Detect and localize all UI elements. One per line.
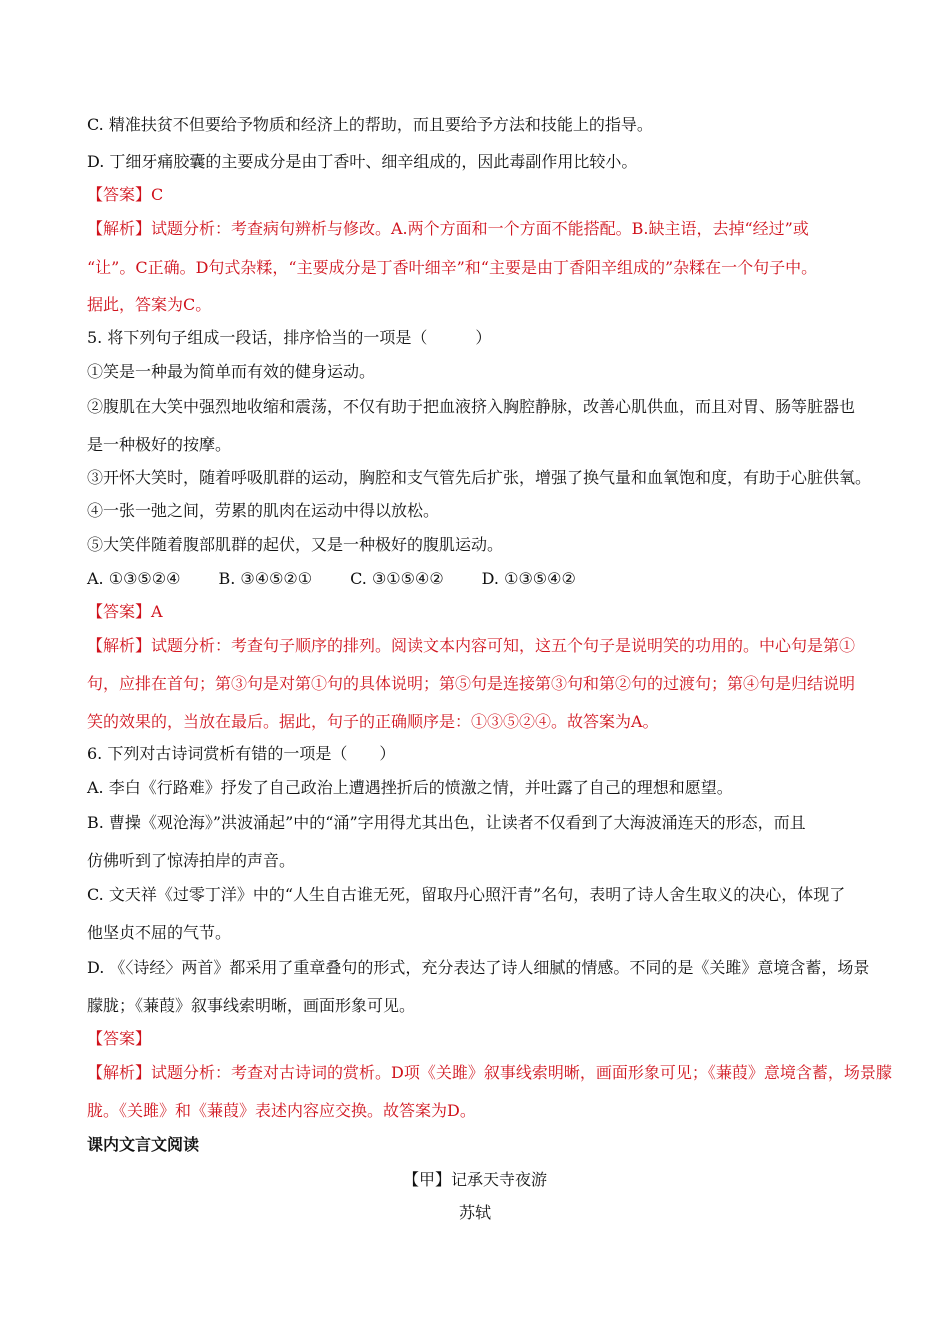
q5-option-c: C. ③①⑤④② [350,569,444,588]
q4-answer: 【答案】C [87,185,164,204]
q6-line: C. 文天祥《过零丁洋》中的“人生自古谁无死，留取丹心照汗青”名句，表明了诗人舍生取义的决心，体现了 [87,885,846,904]
q5-analysis-line: 句，应排在首句；第③句是对第①句的具体说明；第⑤句是连接第③句和第②句的过渡句；第④句是归结说明 [87,674,856,693]
q6-question: 6. 下列对古诗词赏析有错的一项是（ ） [87,744,396,763]
q6-analysis-line: 【解析】试题分析：考查对古诗词的赏析。D项《关雎》叙事线索明晰，画面形象可见；《蒹葭》意境含蓄，场景朦 [87,1063,892,1082]
q6-line: 他坚贞不屈的气节。 [87,923,232,942]
q6-line: D. 《〈诗经〉两首》都采用了重章叠句的形式，充分表达了诗人细腻的情感。不同的是《关雎》意境含蓄，场景 [87,958,870,977]
q5-sentence: ③开怀大笑时，随着呼吸肌群的运动，胸腔和支气管先后扩张，增强了换气量和血氧饱和度，有助于心脏供氧。 [87,468,872,487]
q4-analysis-line: “让”。C正确。D句式杂糅，“主要成分是丁香叶细辛”和“主要是由丁香阳辛组成的”杂糅在一个句子中。 [87,258,818,277]
q5-analysis-line: 【解析】试题分析：考查句子顺序的排列。阅读文本内容可知，这五个句子是说明笑的功用的。中心句是第① [87,636,856,655]
q4-option-d: D. 丁细牙痛胶囊的主要成分是由丁香叶、细辛组成的，因此毒副作用比较小。 [87,152,638,171]
q6-line: 朦胧；《蒹葭》叙事线索明晰，画面形象可见。 [87,996,416,1015]
q5-options [87,568,870,590]
passage-title: 【甲】记承天寺夜游 [402,1170,547,1189]
q6-analysis-line: 胧。《关雎》和《蒹葭》表述内容应交换。故答案为D。 [87,1101,476,1120]
section-heading: 课内文言文阅读 [87,1135,200,1154]
q5-sentence: 是一种极好的按摩。 [87,435,232,454]
q6-line: A. 李白《行路难》抒发了自己政治上遭遇挫折后的愤激之情，并吐露了自己的理想和愿望。 [87,778,733,797]
passage-author: 苏轼 [458,1203,491,1222]
q5-sentence: ④一张一弛之间，劳累的肌肉在运动中得以放松。 [87,501,440,520]
q4-analysis-line: 据此，答案为C。 [87,295,212,314]
q5-sentence: ⑤大笑伴随着腹部肌群的起伏，又是一种极好的腹肌运动。 [87,535,504,554]
q4-analysis-line: 【解析】试题分析：考查病句辨析与修改。A.两个方面和一个方面不能搭配。B.缺主语，去掉“经过”或 [87,219,809,238]
q5-question: 5. 将下列句子组成一段话，排序恰当的一项是（ ） [87,328,492,347]
q4-option-c: C. 精准扶贫不但要给予物质和经济上的帮助，而且要给予方法和技能上的指导。 [87,115,653,134]
q5-analysis-line: 笑的效果的，当放在最后。据此，句子的正确顺序是：①③⑤②④。故答案为A。 [87,712,659,731]
q5-sentence: ①笑是一种最为简单而有效的健身运动。 [87,362,376,381]
q6-line: 仿佛听到了惊涛拍岸的声音。 [87,851,296,870]
q5-option-d: D. ①③⑤④② [481,569,576,588]
q6-line: B. 曹操《观沧海》”洪波涌起”中的“涌”字用得尤其出色，让读者不仅看到了大海波涌连天的形态，而且 [87,813,806,832]
q5-sentence: ②腹肌在大笑中强烈地收缩和震荡，不仅有助于把血液挤入胸腔静脉，改善心肌供血，而且对胃、肠等脏器也 [87,397,856,416]
q5-option-b: B. ③④⑤②① [218,569,313,588]
q5-answer: 【答案】A [87,602,163,621]
q6-answer: 【答案】 [87,1029,152,1048]
q5-option-a: A. ①③⑤②④ [87,569,181,588]
